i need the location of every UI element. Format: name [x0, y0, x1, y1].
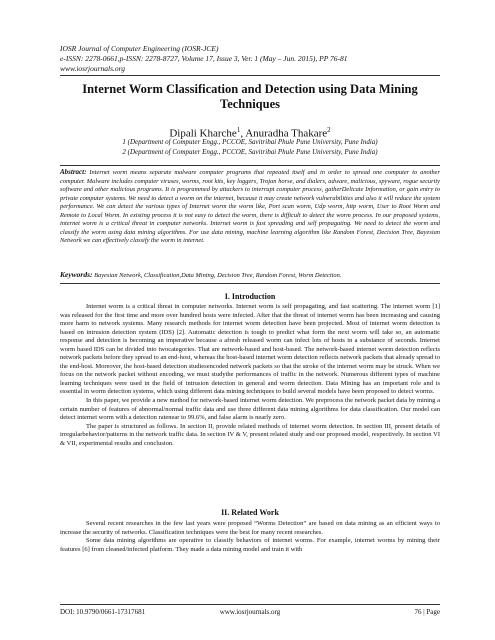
abstract-text: Internet worm means separate malware computer programs that repeated itself and in order to spread one computer to another computer. Malware includes computer viruses, worms, root kits, key loggers, Trojan horse, and dialers, adware, malicious, spyware, rogue security software and other malicious programs. It is programmed by attackers to interrupt computer process, gatherDelicate Information, or gain entry to private computer systems. We need to detect a worm on the internet, because it may create network vulnerabilities and also it will reduce the system performance. We can detect the various types of Internet worm the worm like, Port scan worm, Udp worm, http worm, User to Root Worm and Remote to Local Worm. In existing process it is not easy to detect the worm, there is difficult to detect the worm process. In our proposed systems, internet worm is a critical threat in computer networks. Internet worm is fast spreading and self propagating. We need to detect the worm and classify the worm using data mining algorithms. For use data mining, machine learning algorithm like Random Forest, Decision Tree, Bayesian Network we can effectively classify the worm in internet.	[60, 169, 440, 244]
paragraph: The paper is structured as follows. In section II, provide related methods of internet worm detection. In section III, present details of irregularbehavior/patterns in the network traffic data. In section IV & V, present related study and our proposed model, respectively. In section VI & VII, experimental results and conclusion.	[60, 422, 440, 447]
journal-issn: e-ISSN: 2278-0661,p-ISSN: 2278-8727, Volume 17, Issue 3, Ver. 1 (May – Jun. 2015), PP 76-81	[60, 54, 348, 63]
paragraph: Several recent researches in the few last years were proposed “Worms Detection” are based on data mining as an efficient ways to increase the security of networks. Classification techniques were the best for many recent researches.	[60, 520, 440, 536]
abstract-label: Abstract:	[60, 168, 87, 176]
affiliations	[60, 138, 440, 157]
header-rule	[60, 75, 440, 76]
keywords-text: Bayesian Network, Classification,Data Mining, Decision Tree, Random Forest, Worm Detection.	[94, 272, 342, 279]
introduction-body	[60, 303, 440, 448]
footer-page-number: 76 | Page	[414, 608, 440, 616]
author-1-sup: 1	[236, 126, 241, 134]
paragraph: In this paper, we provide a new method for network-based internet worm detection. We preprocess the network packet data by mining a certain number of features of abnormal/normal traffic data and use three different data mining algorithms for data classification. Our model can detect internet worm with a detection ratenear to 99.6%, and false alarm is nearly zero.	[60, 397, 440, 422]
affiliation-1: 1 (Department of Computer Engg., PCCOE, Savitribai Phule Pune University, Pune India)	[122, 138, 378, 146]
keywords-label: Keywords:	[60, 270, 93, 279]
paragraph: Some data mining algorithms are operative to classify behaviors of internet worms. For example, internet worms by mining their features [6] from cleaned/infected platform. They made a data mining model and train it with	[60, 537, 440, 553]
author-separator: ,	[240, 127, 246, 140]
author-2: Anuradha Thakare	[245, 127, 328, 140]
paper-title: Internet Worm Classification and Detection using Data Mining Techniques	[82, 82, 418, 111]
related-work-body	[60, 520, 440, 554]
author-2-sup: 2	[327, 126, 331, 134]
author-1: Dipali Kharche	[169, 127, 237, 140]
footer-rule	[60, 604, 440, 605]
footer-website[interactable]: www.iosrjournals.org	[219, 608, 281, 616]
keywords-bottom-rule	[60, 283, 440, 284]
journal-name: IOSR Journal of Computer Engineering (IOSR-JCE)	[60, 44, 219, 53]
section-heading-introduction: I. Introduction	[224, 292, 276, 301]
paragraph: Internet worm is a critical threat in computer networks. Internet worm is self propagating, and fast scattering. The internet worm [1] was released for the first time and more over hundred hosts were infected. After that the threat of internet worm has been increasing and causing more harm to network systems. Many research methods for internet worm detection have been projected. Most of internet worm detection is based on intrusion detection system (IDS) [2]. Automatic detection is tough to predict what form the next worm will take so, an automatic response and detection is becoming an imperative because a afresh released worm can infect lots of hosts in a substance of seconds. Internet worm based IDS can be divided into twocategories. That are network-based and host-based. The network-based internet worm detection reflects network packets before they spread to an end-host, whereas the host-based internet worm detection reflects network packets that already spread to the end-host. Moreover, the host-based detection studiesencoded network packets so that the stroke of the internet worm may be struck. When we focus on the network packet without encoding, we must studythe performances of traffic in the network. Numerous different types of machine learning techniques were used in the field of intrusion detection in general and worm detection. Data Mining has an important role and is essential in worm detection systems, which using different data mining techniques to build several models have been proposed to detect worms.	[60, 303, 440, 396]
journal-header	[60, 44, 440, 74]
affiliation-2: 2 (Department of Computer Engg., PCCOE, Savitribai Phule Pune University, Pune India)	[122, 147, 378, 156]
abstract-top-rule	[60, 165, 440, 166]
footer-doi: DOI: 10.9790/0661-17317681	[60, 608, 146, 616]
section-heading-related-work: II. Related Work	[221, 508, 279, 517]
abstract	[60, 168, 440, 246]
journal-website[interactable]: www.iosrjournals.org	[60, 64, 126, 73]
keywords	[60, 271, 440, 281]
